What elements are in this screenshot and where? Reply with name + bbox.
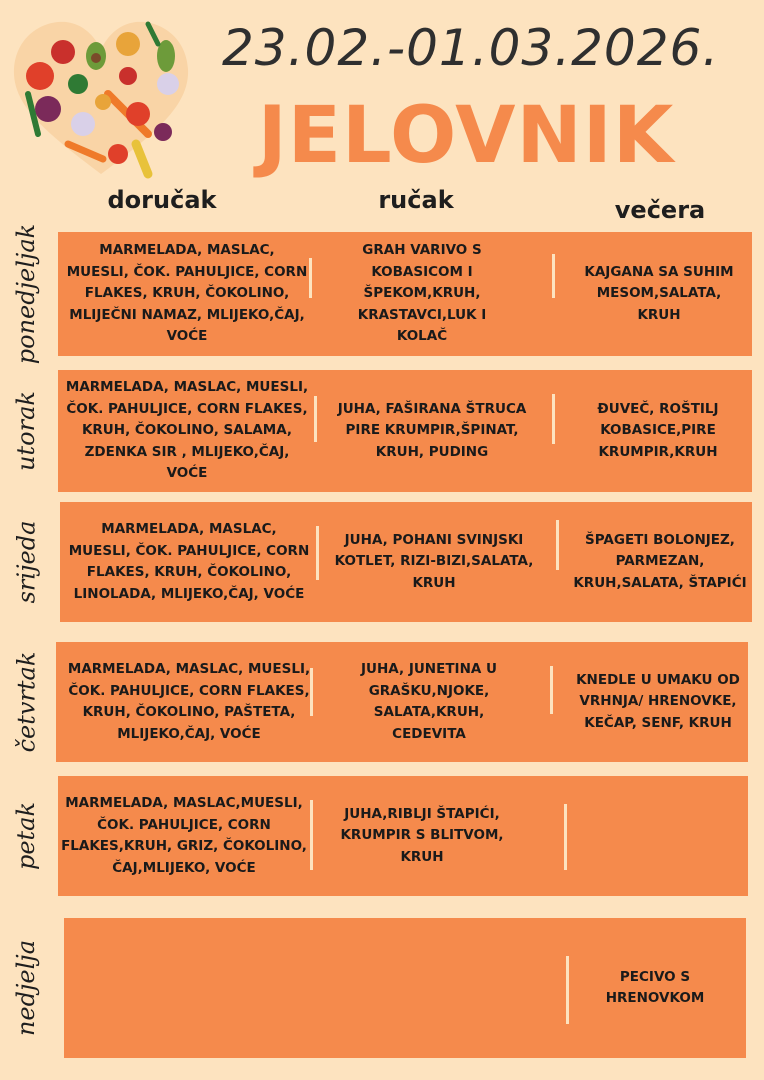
lunch-cell — [324, 918, 524, 1058]
day-label-sunday: nedjelja — [12, 939, 40, 1037]
dinner-cell: PECIVO S HRENOVKOM — [605, 968, 705, 1006]
column-header-breakfast: doručak — [107, 186, 217, 214]
menu-row-thursday — [56, 642, 748, 762]
breakfast-cell: MARMELADA, MASLAC, MUESLI, ČOK. PAHULJICE, CORN FLAKES, KRUH, ČOKOLINO, SALAMA, ZDENKA SIR , MLIJEKO,ČAJ, VOĆE — [65, 379, 309, 482]
menu-row-tuesday — [58, 370, 752, 492]
breakfast-cell: MARMELADA, MASLAC,MUESLI, ČOK. PAHULJICE, CORN FLAKES,KRUH, GRIZ, ČOKOLINO, ČAJ,MLIJEKO, VOĆE — [61, 795, 307, 876]
lunch-cell: JUHA, POHANI SVINJSKI KOTLET, RIZI-BIZI,SALATA, KRUH — [334, 531, 534, 591]
lunch-cell: JUHA, FAŠIRANA ŠTRUCA PIRE KRUMPIR,ŠPINAT, KRUH, PUDING — [337, 400, 527, 460]
day-label-wednesday: srijeda — [12, 520, 40, 604]
dinner-cell: ĐUVEČ, ROŠTILJ KOBASICE,PIRE KRUMPIR,KRUH — [597, 400, 719, 460]
day-label-thursday: četvrtak — [12, 651, 41, 753]
lunch-cell: GRAH VARIVO S KOBASICOM I ŠPEKOM,KRUH, KRASTAVCI,LUK I KOLAČ — [357, 242, 487, 345]
column-divider — [564, 804, 567, 870]
menu-row-friday — [58, 776, 748, 896]
column-divider — [550, 666, 553, 714]
vegetable-heart-icon — [8, 14, 194, 180]
dinner-cell: KAJGANA SA SUHIM MESOM,SALATA, KRUH — [584, 263, 734, 323]
column-divider — [552, 254, 555, 298]
column-divider — [552, 394, 555, 444]
breakfast-cell: MARMELADA, MASLAC, MUESLI, ČOK. PAHULJICE, CORN FLAKES, KRUH, ČOKOLINO, LINOLADA, MLIJEKO,ČAJ, VOĆE — [68, 521, 310, 602]
dinner-cell: KNEDLE U UMAKU OD VRHNJA/ HRENOVKE, KEČAP, SENF, KRUH — [576, 671, 740, 731]
day-label-tuesday: utorak — [12, 391, 40, 471]
breakfast-cell: MARMELADA, MASLAC, MUESLI, ČOK. PAHULJICE, CORN FLAKES, KRUH, ČOKOLINO, PAŠTETA, MLIJEKO,ČAJ, VOĆE — [67, 661, 311, 742]
column-divider — [316, 526, 319, 580]
column-divider — [310, 668, 313, 716]
menu-row-monday — [58, 232, 752, 356]
day-label-friday: petak — [12, 801, 40, 871]
menu-row-wednesday — [60, 502, 752, 622]
column-divider — [310, 800, 313, 870]
page-title: JELOVNIK — [257, 91, 675, 181]
lunch-cell: JUHA,RIBLJI ŠTAPIĆI, KRUMPIR S BLITVOM, KRUH — [340, 805, 504, 865]
column-header-lunch: ručak — [378, 186, 454, 214]
lunch-cell: JUHA, JUNETINA U GRAŠKU,NJOKE, SALATA,KRUH, CEDEVITA — [361, 661, 497, 742]
column-divider — [566, 956, 569, 1024]
column-header-dinner: večera — [614, 196, 706, 224]
menu-row-sunday — [64, 918, 746, 1058]
breakfast-cell: MARMELADA, MASLAC, MUESLI, ČOK. PAHULJICE, CORN FLAKES, KRUH, ČOKOLINO, MLIJEČNI NAMAZ, MLIJEKO,ČAJ, VOĆE — [66, 242, 308, 345]
dinner-cell: ŠPAGETI BOLONJEZ, PARMEZAN, KRUH,SALATA, ŠTAPIĆI — [573, 531, 747, 591]
date-range: 23.02.-01.03.2026. — [222, 19, 720, 77]
column-divider — [309, 258, 312, 298]
breakfast-cell — [64, 918, 314, 1058]
day-label-monday: ponedjeljak — [12, 223, 41, 365]
column-divider — [556, 520, 559, 570]
dinner-cell — [578, 776, 738, 896]
column-divider — [314, 396, 317, 442]
